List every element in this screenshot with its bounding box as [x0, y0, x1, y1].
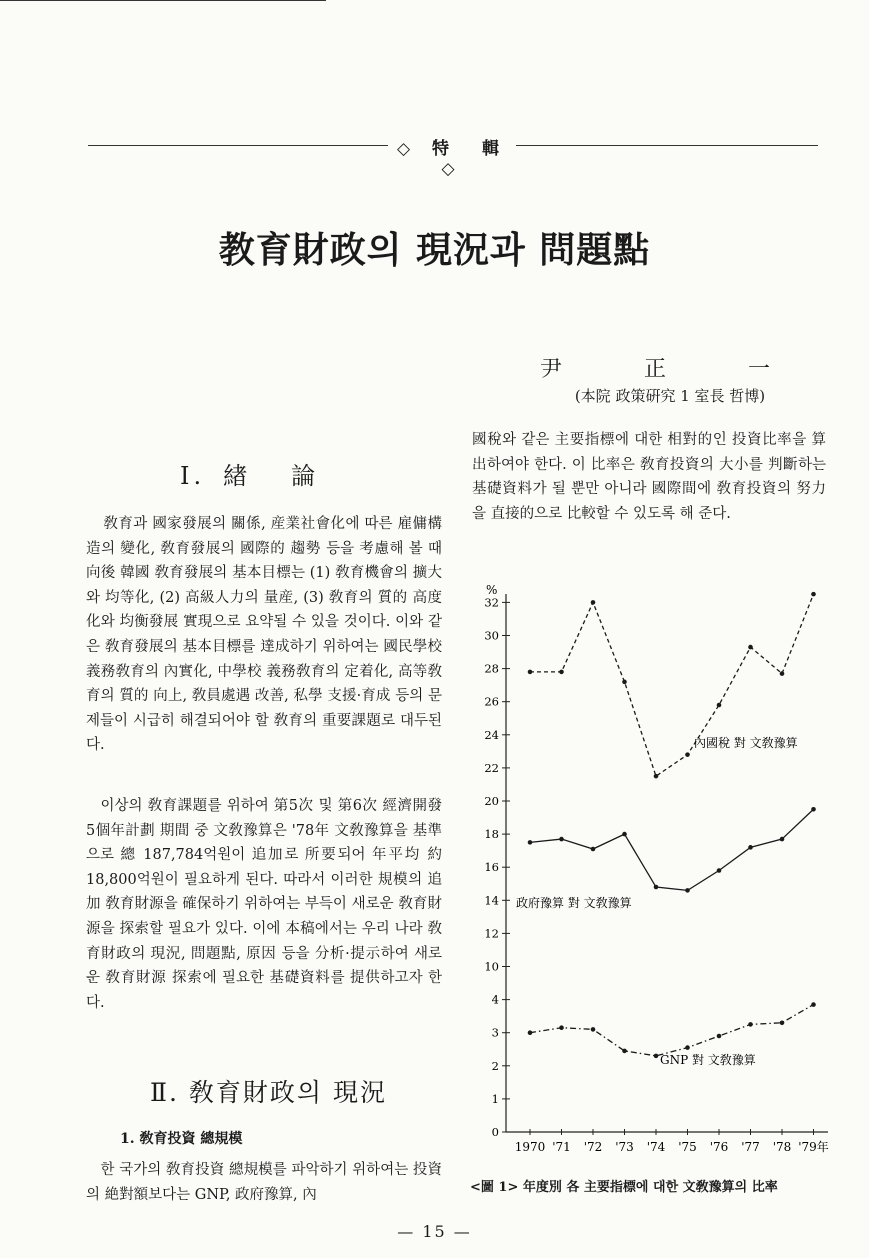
section-word-1: 緖 [223, 462, 252, 490]
data-point [622, 832, 627, 837]
y-tick-label: 14 [484, 893, 499, 908]
y-tick-label: 12 [484, 926, 499, 941]
data-point [780, 837, 785, 842]
x-tick-label: '74 [646, 1140, 666, 1154]
paragraph-intro-2: 이상의 敎育課題를 위하여 第5次 및 第6次 經濟開發 5個年計劃 期間 중 文敎豫算은 '78年 文敎豫算을 基準으로 總 187,784억원이 追加로 所要되어 年平均 約 18,800억원이 필요하게 된다. 따라서 이러한 規模의 追加 敎育財源을 確保하기 위하여는 부득이 새로운 敎育財源을 探索할 필요가 있다. 이에 本稿에서는 우리 나라 敎育財政의 現況, 問題點, 原因 등을 分析·提示하여 새로운 敎育財源 探索에 필요한 基礎資料를 提供하고자 한다. [86, 798, 442, 1011]
y-unit-label: % [486, 583, 498, 597]
y-tick-label: 10 [484, 959, 499, 974]
subsection-heading: 1. 敎育投資 總規模 [120, 1131, 243, 1147]
data-point [528, 1030, 533, 1035]
x-tick-label: '72 [583, 1140, 603, 1154]
banner-label: ◇ 特 輯 ◇ [397, 139, 507, 179]
x-tick-label: '73 [615, 1140, 634, 1154]
y-tick-label: 22 [484, 760, 499, 775]
data-point [717, 868, 722, 873]
data-point [528, 670, 533, 675]
figure-caption: <圖 1> 年度別 各 主要指標에 대한 文敎豫算의 比率 [470, 1180, 778, 1195]
x-tick-label: '77 [741, 1140, 760, 1154]
section-heading-current-status: Ⅱ. 敎育財政의 現況 [150, 1078, 387, 1107]
data-point [748, 1022, 753, 1027]
series-label: 內國稅 對 文敎豫算 [694, 736, 798, 750]
y-tick-label: 32 [484, 595, 499, 610]
section-number: Ⅰ. [180, 462, 206, 490]
chart-series [528, 592, 816, 1058]
y-tick-label: 2 [491, 1058, 499, 1073]
y-tick-label: 24 [484, 727, 499, 742]
series-label: GNP 對 文敎豫算 [660, 1053, 756, 1067]
paragraph-right-column: 國稅와 같은 主要指標에 대한 相對的인 投資比率을 算出하여야 한다. 이 比率은 敎育投資의 大小를 判斷하는 基礎資料가 될 뿐만 아니라 國際間에 敎育投資의 努力을 直接的으로 比較할 수 있도록 해 준다. [472, 432, 826, 522]
top-border-line [0, 0, 326, 1]
y-tick-label: 1 [491, 1091, 499, 1106]
y-tick-label: 3 [491, 1025, 499, 1040]
paragraph-investment: 한 국가의 敎育投資 總規模를 파악하기 위하여는 投資의 絶對額보다는 GNP, 政府豫算, 內 [86, 1162, 442, 1203]
page-number: — 15 — [397, 1222, 472, 1241]
author-name: 尹 正 一 [539, 357, 800, 382]
data-point [685, 888, 690, 893]
data-point [748, 645, 753, 650]
ratio-line-chart [468, 580, 848, 1160]
x-tick-label: '78 [772, 1140, 792, 1154]
x-tick-label: '75 [678, 1140, 697, 1154]
section-heading-introduction [180, 456, 319, 491]
y-tick-label: 16 [484, 860, 499, 875]
y-tick-label: 26 [484, 694, 499, 709]
section-word-2: 論 [291, 462, 320, 490]
data-point [622, 1049, 627, 1054]
series-line-1 [530, 809, 814, 890]
chart-labels [484, 583, 828, 1154]
data-point [780, 1020, 785, 1025]
data-point [591, 600, 596, 605]
series-label: 政府豫算 對 文敎豫算 [516, 896, 632, 910]
data-point [717, 1034, 722, 1039]
data-point [654, 885, 659, 890]
data-point [559, 670, 564, 675]
y-tick-label: 18 [484, 827, 499, 842]
data-point [654, 774, 659, 779]
section-banner [88, 132, 818, 179]
data-point [811, 1002, 816, 1007]
y-tick-label: 4 [491, 992, 499, 1007]
data-point [622, 680, 627, 685]
series-line-2 [530, 1005, 814, 1056]
y-tick-label: 0 [491, 1125, 499, 1139]
data-point [811, 592, 816, 597]
banner-rule-left [88, 145, 388, 146]
data-point [591, 1027, 596, 1032]
x-tick-label: 1970 [514, 1140, 546, 1154]
data-point [748, 845, 753, 850]
data-point [717, 703, 722, 708]
data-point [811, 807, 816, 812]
data-point [654, 1054, 659, 1059]
x-tick-label: '76 [709, 1140, 729, 1154]
article-title: 教育財政의 現況과 問題點 [218, 229, 651, 271]
data-point [685, 1045, 690, 1050]
data-point [559, 1025, 564, 1030]
y-tick-label: 28 [484, 661, 499, 676]
banner-rule-right [516, 145, 818, 146]
paragraph-intro-1: 敎育과 國家發展의 關係, 産業社會化에 따른 雇傭構造의 變化, 敎育發展의 國際的 趨勢 등을 考慮해 볼 때 向後 韓國 敎育發展의 基本目標는 (1) 敎育機會의 擴大와 均等化, (2) 高級人力의 量産, (3) 敎育의 質的 高度化와 均衡發展 實現으로 요약될 수 있을 것이다. 이와 같은 敎育發展의 基本目標를 達成하기 위하여는 國民學校 義務敎育의 內實化, 中學校 義務敎育의 定着化, 高等敎育의 質的 向上, 敎員處遇 改善, 私學 支援·育成 등의 문제들이 시급히 해결되어야 할 敎育의 重要課題로 대두된다. [86, 516, 442, 754]
data-point [528, 840, 533, 845]
x-tick-label: '79年 [798, 1140, 829, 1154]
y-tick-label: 20 [484, 794, 499, 808]
data-point [780, 671, 785, 676]
data-point [559, 837, 564, 842]
author-affiliation: (本院 政策硏究 1 室長 哲博) [574, 387, 766, 405]
data-point [685, 752, 690, 757]
data-point [591, 847, 596, 852]
y-tick-label: 30 [484, 628, 499, 643]
x-tick-label: '71 [552, 1140, 571, 1154]
